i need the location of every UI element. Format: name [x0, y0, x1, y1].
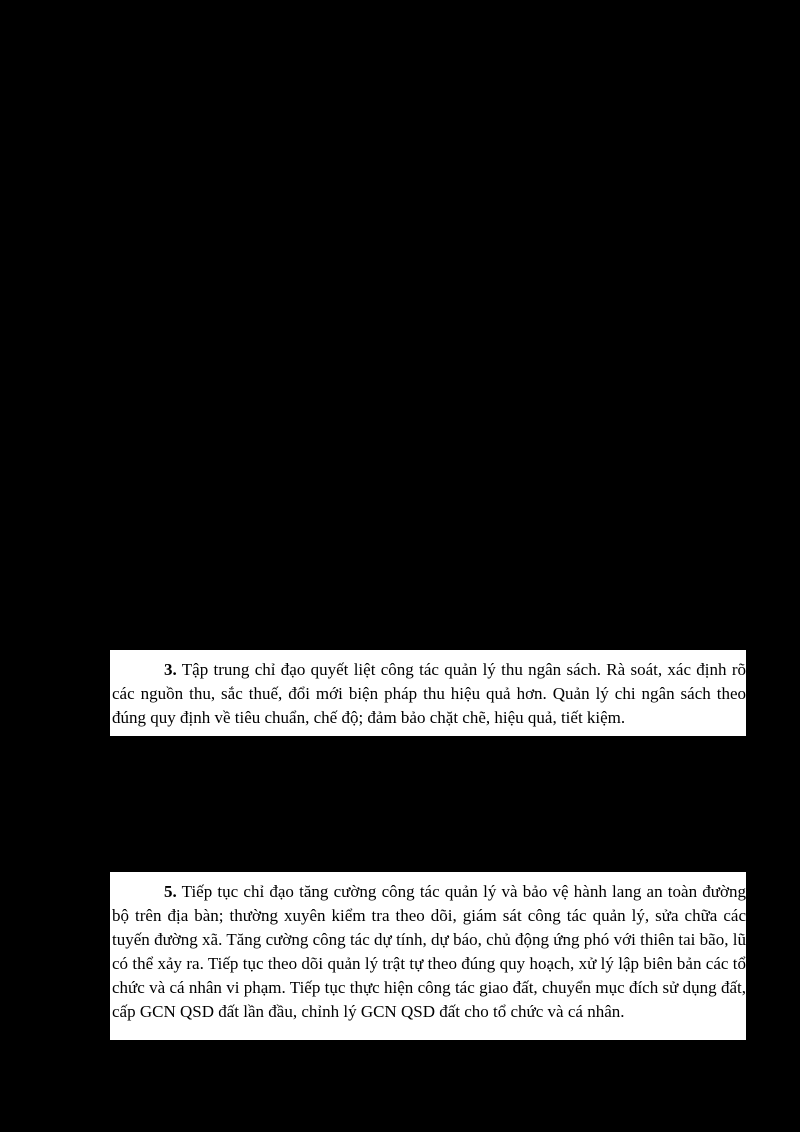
item-body: Tiếp tục chỉ đạo tăng cường công tác quản lý và bảo vệ hành lang an toàn đường bộ trên địa bàn; thường xuyên kiểm tra theo dõi, giám sát công tác quản lý, sửa chữa các tuyến đường xã. Tăng cường công tác dự tính, dự báo, chủ động ứng phó với thiên tai bão, lũ có thể xảy ra. Tiếp tục theo dõi quản lý trật tự theo đúng quy hoạch, xử lý lập biên bản các tổ chức và cá nhân vi phạm. Tiếp tục thực hiện công tác giao đất, chuyển mục đích sử dụng đất, cấp GCN QSD đất lần đầu, chỉnh lý GCN QSD đất cho tổ chức và cá nhân.	[112, 882, 746, 1021]
paragraph-text	[112, 880, 746, 1024]
paragraph-text	[112, 658, 746, 730]
paragraph-item-3	[110, 650, 746, 736]
item-number: 3.	[164, 660, 177, 679]
paragraph-item-5	[110, 872, 746, 1040]
item-body: Tập trung chỉ đạo quyết liệt công tác quản lý thu ngân sách. Rà soát, xác định rõ các nguồn thu, sắc thuế, đổi mới biện pháp thu hiệu quả hơn. Quản lý chi ngân sách theo đúng quy định về tiêu chuẩn, chế độ; đảm bảo chặt chẽ, hiệu quả, tiết kiệm.	[112, 660, 746, 727]
item-number: 5.	[164, 882, 177, 901]
